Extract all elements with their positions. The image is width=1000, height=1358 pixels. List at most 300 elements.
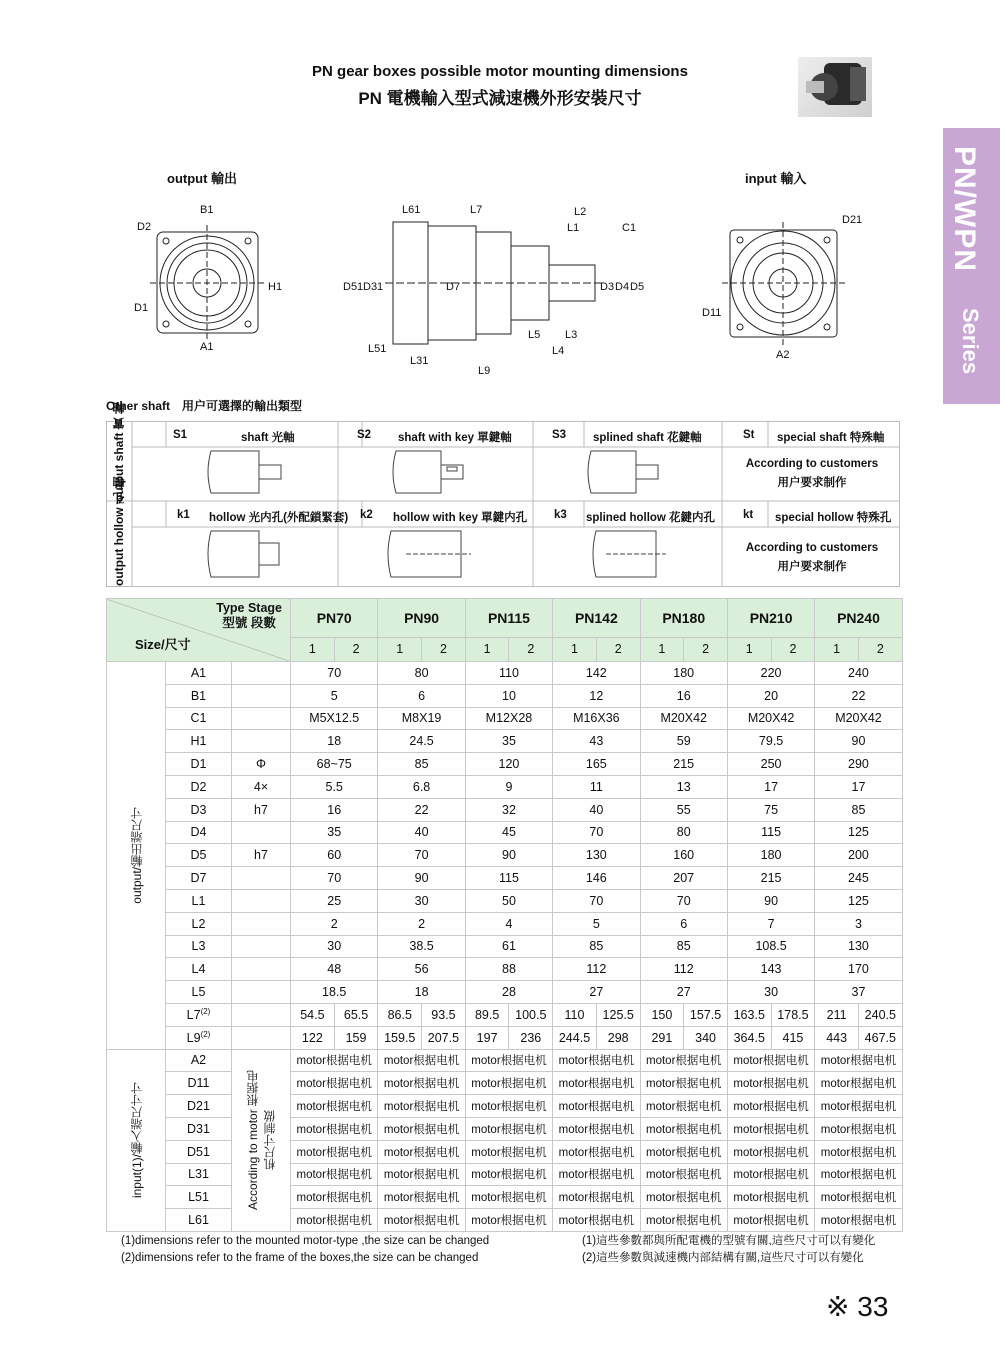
model-header: PN240 bbox=[815, 599, 902, 638]
table-cell: 125.5 bbox=[596, 1003, 640, 1026]
table-cell: 122 bbox=[291, 1026, 335, 1049]
stage-header: 2 bbox=[771, 637, 815, 661]
row-name: L1 bbox=[166, 889, 232, 912]
table-cell: 178.5 bbox=[771, 1003, 815, 1026]
table-cell: motor根据电机 bbox=[553, 1095, 640, 1118]
table-cell: 70 bbox=[291, 867, 378, 890]
input-group-cell bbox=[107, 1049, 166, 1231]
dim-label: D1 bbox=[134, 302, 149, 314]
solid-shaft-label: output shaft 實 軸 bbox=[112, 402, 126, 502]
table-cell: motor根据电机 bbox=[465, 1072, 552, 1095]
table-cell: motor根据电机 bbox=[553, 1209, 640, 1232]
table-cell: motor根据电机 bbox=[378, 1140, 465, 1163]
table-cell: 170 bbox=[815, 958, 902, 981]
table-cell: motor根据电机 bbox=[640, 1186, 727, 1209]
table-cell: motor根据电机 bbox=[727, 1117, 814, 1140]
type-stage-en: Type Stage bbox=[216, 601, 283, 615]
table-cell: 35 bbox=[465, 730, 552, 753]
table-row bbox=[107, 1095, 903, 1118]
row-symbol: h7 bbox=[232, 844, 291, 867]
table-cell: 70 bbox=[291, 662, 378, 685]
table-cell: 7 bbox=[727, 912, 814, 935]
table-cell: 18.5 bbox=[291, 981, 378, 1004]
table-cell: 159.5 bbox=[378, 1026, 422, 1049]
dim-label: D7 bbox=[446, 281, 461, 293]
table-cell: 16 bbox=[640, 684, 727, 707]
table-cell: motor根据电机 bbox=[465, 1049, 552, 1072]
row-name: D2 bbox=[166, 775, 232, 798]
table-cell: 79.5 bbox=[727, 730, 814, 753]
table-cell: motor根据电机 bbox=[815, 1072, 902, 1095]
table-cell: 4 bbox=[465, 912, 552, 935]
model-header: PN210 bbox=[727, 599, 814, 638]
table-row bbox=[107, 753, 903, 776]
shaft-code: St bbox=[743, 429, 755, 441]
row-symbol: 4× bbox=[232, 775, 291, 798]
row-name: D21 bbox=[166, 1095, 232, 1118]
table-cell: M20X42 bbox=[815, 707, 902, 730]
table-cell: 50 bbox=[465, 889, 552, 912]
table-cell: 150 bbox=[640, 1003, 684, 1026]
table-cell: motor根据电机 bbox=[640, 1072, 727, 1095]
row-symbol bbox=[232, 889, 291, 912]
table-cell: motor根据电机 bbox=[291, 1163, 378, 1186]
according-motor-label: According to motor 根据电机尺寸制做 bbox=[246, 1070, 277, 1211]
dim-label: L31 bbox=[410, 355, 429, 367]
table-cell: motor根据电机 bbox=[553, 1186, 640, 1209]
table-row bbox=[107, 775, 903, 798]
table-cell: motor根据电机 bbox=[291, 1049, 378, 1072]
table-cell: motor根据电机 bbox=[465, 1140, 552, 1163]
table-cell: 197 bbox=[465, 1026, 509, 1049]
table-cell: 90 bbox=[378, 867, 465, 890]
table-cell: motor根据电机 bbox=[291, 1095, 378, 1118]
input-flange-view bbox=[722, 222, 845, 345]
table-cell: 22 bbox=[815, 684, 902, 707]
series-suffix: Series bbox=[958, 308, 983, 375]
row-name: L3 bbox=[166, 935, 232, 958]
table-cell: 59 bbox=[640, 730, 727, 753]
shaft-code: k3 bbox=[554, 509, 567, 521]
table-cell: 240 bbox=[815, 662, 902, 685]
table-cell: 143 bbox=[727, 958, 814, 981]
output-label: output 輸出 bbox=[167, 171, 238, 186]
table-cell: 90 bbox=[465, 844, 552, 867]
table-cell: motor根据电机 bbox=[553, 1163, 640, 1186]
dim-label: D31 bbox=[363, 281, 384, 293]
shaft-label: special shaft 特殊軸 bbox=[777, 432, 885, 444]
output-flange-view bbox=[150, 225, 265, 340]
stage-header: 2 bbox=[509, 637, 553, 661]
shaft-label: splined shaft 花鍵軸 bbox=[593, 432, 702, 444]
shaft-code: S2 bbox=[357, 429, 372, 441]
model-header: PN70 bbox=[291, 599, 378, 638]
table-cell: 163.5 bbox=[727, 1003, 771, 1026]
table-cell: 18 bbox=[378, 981, 465, 1004]
table-cell: 88 bbox=[465, 958, 552, 981]
table-cell: motor根据电机 bbox=[640, 1163, 727, 1186]
row-symbol bbox=[232, 912, 291, 935]
table-cell: 11 bbox=[553, 775, 640, 798]
table-cell: 18 bbox=[291, 730, 378, 753]
stage-header: 1 bbox=[553, 637, 597, 661]
type-stage-header bbox=[107, 599, 291, 662]
dim-label: D11 bbox=[702, 307, 722, 319]
row-symbol bbox=[232, 867, 291, 890]
side-view bbox=[385, 222, 605, 344]
custom-zh: 用户要求制作 bbox=[777, 561, 847, 573]
dim-label: A2 bbox=[776, 349, 790, 361]
table-cell: 100.5 bbox=[509, 1003, 553, 1026]
table-cell: 9 bbox=[465, 775, 552, 798]
row-name: D4 bbox=[166, 821, 232, 844]
table-cell: 142 bbox=[553, 662, 640, 685]
row-name: L61 bbox=[166, 1209, 232, 1232]
table-cell: 61 bbox=[465, 935, 552, 958]
series-title: PN/WPN bbox=[948, 146, 981, 272]
dim-label: D4 bbox=[615, 281, 630, 293]
table-row bbox=[107, 1186, 903, 1209]
row-name-text: L7 bbox=[186, 1008, 201, 1023]
table-cell: 70 bbox=[640, 889, 727, 912]
table-cell: 55 bbox=[640, 798, 727, 821]
table-row bbox=[107, 1209, 903, 1232]
row-name: D1 bbox=[166, 753, 232, 776]
table-cell: 6 bbox=[378, 684, 465, 707]
table-cell: motor根据电机 bbox=[378, 1049, 465, 1072]
type-stage-label bbox=[216, 601, 282, 631]
row-name bbox=[166, 1003, 232, 1026]
shaft-code: S1 bbox=[173, 429, 188, 441]
table-cell: 43 bbox=[553, 730, 640, 753]
table-row bbox=[107, 1072, 903, 1095]
table-cell: 130 bbox=[815, 935, 902, 958]
table-cell: 60 bbox=[291, 844, 378, 867]
shaft-label: shaft 光軸 bbox=[241, 432, 295, 444]
table-cell: 443 bbox=[815, 1026, 859, 1049]
row-symbol bbox=[232, 1003, 291, 1026]
table-row bbox=[107, 821, 903, 844]
table-cell: motor根据电机 bbox=[815, 1186, 902, 1209]
stage-header: 1 bbox=[815, 637, 859, 661]
table-cell: 27 bbox=[553, 981, 640, 1004]
table-cell: 5.5 bbox=[291, 775, 378, 798]
table-cell: 146 bbox=[553, 867, 640, 890]
table-cell: 298 bbox=[596, 1026, 640, 1049]
dim-label: L1 bbox=[567, 222, 580, 234]
row-name: D11 bbox=[166, 1072, 232, 1095]
table-cell: 115 bbox=[727, 821, 814, 844]
table-cell: motor根据电机 bbox=[815, 1095, 902, 1118]
table-cell: 89.5 bbox=[465, 1003, 509, 1026]
notes-en bbox=[121, 1233, 489, 1267]
table-cell: 38.5 bbox=[378, 935, 465, 958]
dim-label: L3 bbox=[565, 329, 578, 341]
note-2-en: (2)dimensions refer to the frame of the boxes,the size can be changed bbox=[121, 1252, 479, 1264]
table-cell: motor根据电机 bbox=[465, 1209, 552, 1232]
table-cell: M8X19 bbox=[378, 707, 465, 730]
row-name: L31 bbox=[166, 1163, 232, 1186]
table-cell: 37 bbox=[815, 981, 902, 1004]
table-row bbox=[107, 981, 903, 1004]
table-cell: 157.5 bbox=[684, 1003, 728, 1026]
dim-label: D5 bbox=[630, 281, 645, 293]
shaft-label: hollow 光内孔(外配鎖緊套) bbox=[209, 512, 349, 524]
shaft-code: kt bbox=[743, 509, 754, 521]
row-name: L2 bbox=[166, 912, 232, 935]
page-number: ※ 33 bbox=[826, 1291, 889, 1322]
table-cell: 211 bbox=[815, 1003, 859, 1026]
table-cell: 250 bbox=[727, 753, 814, 776]
table-cell: motor根据电机 bbox=[640, 1049, 727, 1072]
table-cell: 16 bbox=[291, 798, 378, 821]
table-cell: motor根据电机 bbox=[727, 1209, 814, 1232]
table-cell: 13 bbox=[640, 775, 727, 798]
table-cell: 108.5 bbox=[727, 935, 814, 958]
custom-en: According to customers bbox=[745, 542, 879, 554]
table-cell: 125 bbox=[815, 821, 902, 844]
table-row bbox=[107, 935, 903, 958]
table-cell: motor根据电机 bbox=[378, 1186, 465, 1209]
table-cell: motor根据电机 bbox=[378, 1163, 465, 1186]
row-symbol bbox=[232, 730, 291, 753]
table-cell: 236 bbox=[509, 1026, 553, 1049]
row-symbol: h7 bbox=[232, 798, 291, 821]
note-1-en: (1)dimensions refer to the mounted motor-type ,the size can be changed bbox=[121, 1235, 490, 1247]
table-cell: M20X42 bbox=[727, 707, 814, 730]
size-label: Size/尺寸 bbox=[135, 637, 191, 652]
table-cell: 5 bbox=[553, 912, 640, 935]
hollow-shaft-label: output hollow 孔 軸 bbox=[112, 476, 126, 586]
table-cell: 28 bbox=[465, 981, 552, 1004]
stage-header: 1 bbox=[378, 637, 422, 661]
table-cell: 30 bbox=[378, 889, 465, 912]
row-symbol bbox=[232, 958, 291, 981]
row-name: H1 bbox=[166, 730, 232, 753]
table-row bbox=[107, 1003, 903, 1026]
table-cell: 207.5 bbox=[422, 1026, 466, 1049]
stage-header: 2 bbox=[422, 637, 466, 661]
table-cell: motor根据电机 bbox=[815, 1163, 902, 1186]
row-name: D51 bbox=[166, 1140, 232, 1163]
table-cell: 70 bbox=[553, 821, 640, 844]
table-cell: motor根据电机 bbox=[815, 1140, 902, 1163]
table-cell: motor根据电机 bbox=[378, 1072, 465, 1095]
input-group-label: input(1)/輸入端尺寸寸 bbox=[129, 1082, 144, 1199]
table-row bbox=[107, 1049, 903, 1072]
table-cell: motor根据电机 bbox=[465, 1163, 552, 1186]
table-row bbox=[107, 867, 903, 890]
stage-header: 1 bbox=[640, 637, 684, 661]
stage-header: 1 bbox=[727, 637, 771, 661]
table-cell: 180 bbox=[727, 844, 814, 867]
table-cell: 2 bbox=[291, 912, 378, 935]
dim-label: L7 bbox=[470, 204, 483, 216]
table-cell: 364.5 bbox=[727, 1026, 771, 1049]
input-label: input 輸入 bbox=[745, 171, 807, 186]
row-name: B1 bbox=[166, 684, 232, 707]
table-cell: M16X36 bbox=[553, 707, 640, 730]
row-name-sup: (2) bbox=[200, 1030, 211, 1040]
shaft-label: hollow with key 單鍵内孔 bbox=[393, 512, 528, 524]
note-2-zh: (2)這些參數與減速機内部結構有關,這些尺寸可以有變化 bbox=[582, 1252, 864, 1264]
dim-label: L5 bbox=[528, 329, 541, 341]
table-cell: 215 bbox=[727, 867, 814, 890]
table-cell: 17 bbox=[815, 775, 902, 798]
dim-label: L9 bbox=[478, 365, 491, 377]
table-cell: 85 bbox=[378, 753, 465, 776]
note-1-zh: (1)這些參數都與所配電機的型號有關,這些尺寸可以有變化 bbox=[582, 1235, 876, 1247]
table-cell: motor根据电机 bbox=[291, 1209, 378, 1232]
table-cell: 35 bbox=[291, 821, 378, 844]
table-cell: 65.5 bbox=[334, 1003, 378, 1026]
table-cell: motor根据电机 bbox=[815, 1209, 902, 1232]
dim-label: D2 bbox=[137, 221, 152, 233]
table-cell: 115 bbox=[465, 867, 552, 890]
table-cell: motor根据电机 bbox=[465, 1186, 552, 1209]
shaft-code: S3 bbox=[552, 429, 567, 441]
shaft-label: special hollow 特殊孔 bbox=[775, 512, 892, 524]
table-row bbox=[107, 1163, 903, 1186]
stage-header: 1 bbox=[465, 637, 509, 661]
dim-label: D21 bbox=[842, 214, 863, 226]
row-symbol bbox=[232, 684, 291, 707]
table-cell: 86.5 bbox=[378, 1003, 422, 1026]
dim-label: D3 bbox=[600, 281, 615, 293]
row-symbol bbox=[232, 1026, 291, 1049]
row-name-text: L9 bbox=[186, 1031, 201, 1046]
table-cell: motor根据电机 bbox=[727, 1140, 814, 1163]
table-cell: motor根据电机 bbox=[815, 1117, 902, 1140]
table-cell: motor根据电机 bbox=[378, 1117, 465, 1140]
technical-drawing bbox=[0, 0, 1000, 400]
table-cell: motor根据电机 bbox=[378, 1209, 465, 1232]
dimension-table bbox=[106, 598, 903, 1232]
table-cell: 75 bbox=[727, 798, 814, 821]
table-cell: 25 bbox=[291, 889, 378, 912]
table-cell: 6.8 bbox=[378, 775, 465, 798]
table-cell: 215 bbox=[640, 753, 727, 776]
table-cell: 85 bbox=[815, 798, 902, 821]
row-name bbox=[166, 1026, 232, 1049]
row-name-sup: (2) bbox=[200, 1007, 211, 1017]
output-group-label: output/輸出端尺寸 bbox=[129, 806, 144, 904]
model-header: PN90 bbox=[378, 599, 465, 638]
notes-zh bbox=[582, 1233, 875, 1267]
table-cell: 30 bbox=[291, 935, 378, 958]
table-cell: 125 bbox=[815, 889, 902, 912]
table-cell: motor根据电机 bbox=[727, 1049, 814, 1072]
shaft-code: k1 bbox=[177, 509, 190, 521]
table-cell: motor根据电机 bbox=[727, 1186, 814, 1209]
row-name: D3 bbox=[166, 798, 232, 821]
table-cell: 112 bbox=[553, 958, 640, 981]
dim-label: B1 bbox=[200, 204, 214, 216]
table-cell: 3 bbox=[815, 912, 902, 935]
dim-label: H1 bbox=[268, 281, 283, 293]
table-cell: motor根据电机 bbox=[291, 1186, 378, 1209]
table-cell: 90 bbox=[815, 730, 902, 753]
table-cell: 6 bbox=[640, 912, 727, 935]
table-row bbox=[107, 889, 903, 912]
stage-header: 2 bbox=[596, 637, 640, 661]
shaft-label: splined hollow 花鍵内孔 bbox=[586, 512, 716, 524]
table-cell: 45 bbox=[465, 821, 552, 844]
table-cell: motor根据电机 bbox=[465, 1095, 552, 1118]
shaft-label: shaft with key 單鍵軸 bbox=[398, 432, 512, 444]
dim-label: L51 bbox=[368, 343, 387, 355]
table-cell: 56 bbox=[378, 958, 465, 981]
table-cell: 244.5 bbox=[553, 1026, 597, 1049]
table-cell: 415 bbox=[771, 1026, 815, 1049]
table-cell: motor根据电机 bbox=[640, 1095, 727, 1118]
table-cell: motor根据电机 bbox=[640, 1117, 727, 1140]
table-row bbox=[107, 844, 903, 867]
table-cell: M12X28 bbox=[465, 707, 552, 730]
table-cell: 5 bbox=[291, 684, 378, 707]
table-cell: motor根据电机 bbox=[727, 1163, 814, 1186]
row-symbol bbox=[232, 981, 291, 1004]
table-cell: 2 bbox=[378, 912, 465, 935]
custom-en: According to customers bbox=[745, 458, 879, 470]
table-row bbox=[107, 684, 903, 707]
title-zh: PN 電機輸入型式減速機外形安裝尺寸 bbox=[358, 89, 642, 108]
table-cell: 54.5 bbox=[291, 1003, 335, 1026]
title-en: PN gear boxes possible motor mounting dimensions bbox=[312, 63, 688, 80]
table-cell: 12 bbox=[553, 684, 640, 707]
table-cell: motor根据电机 bbox=[640, 1140, 727, 1163]
model-header: PN180 bbox=[640, 599, 727, 638]
table-cell: 22 bbox=[378, 798, 465, 821]
custom-zh: 用户要求制作 bbox=[777, 477, 847, 489]
row-symbol bbox=[232, 707, 291, 730]
row-name: L5 bbox=[166, 981, 232, 1004]
model-header: PN142 bbox=[553, 599, 640, 638]
table-row bbox=[107, 662, 903, 685]
table-cell: 130 bbox=[553, 844, 640, 867]
other-shaft-title: Other shaft 用户可選擇的輸出類型 bbox=[106, 399, 303, 413]
table-cell: M5X12.5 bbox=[291, 707, 378, 730]
table-cell: 20 bbox=[727, 684, 814, 707]
table-cell: motor根据电机 bbox=[291, 1072, 378, 1095]
table-cell: motor根据电机 bbox=[291, 1140, 378, 1163]
table-cell: 165 bbox=[553, 753, 640, 776]
table-cell: 80 bbox=[640, 821, 727, 844]
table-cell: 70 bbox=[553, 889, 640, 912]
output-group-cell bbox=[107, 662, 166, 1050]
table-row bbox=[107, 1026, 903, 1049]
row-name: L51 bbox=[166, 1186, 232, 1209]
table-cell: motor根据电机 bbox=[553, 1117, 640, 1140]
table-cell: motor根据电机 bbox=[553, 1049, 640, 1072]
dim-label: C1 bbox=[622, 222, 637, 234]
row-name: A2 bbox=[166, 1049, 232, 1072]
table-cell: 93.5 bbox=[422, 1003, 466, 1026]
row-name: D31 bbox=[166, 1117, 232, 1140]
model-header: PN115 bbox=[465, 599, 552, 638]
stage-header: 1 bbox=[291, 637, 335, 661]
row-symbol bbox=[232, 662, 291, 685]
table-row bbox=[107, 958, 903, 981]
table-cell: motor根据电机 bbox=[640, 1209, 727, 1232]
table-cell: 24.5 bbox=[378, 730, 465, 753]
type-stage-zh: 型號 段數 bbox=[222, 616, 276, 630]
according-motor-cell bbox=[232, 1049, 291, 1231]
dim-label: L2 bbox=[574, 206, 587, 218]
dim-label: D51 bbox=[343, 281, 364, 293]
table-cell: motor根据电机 bbox=[378, 1095, 465, 1118]
stage-header: 2 bbox=[684, 637, 728, 661]
